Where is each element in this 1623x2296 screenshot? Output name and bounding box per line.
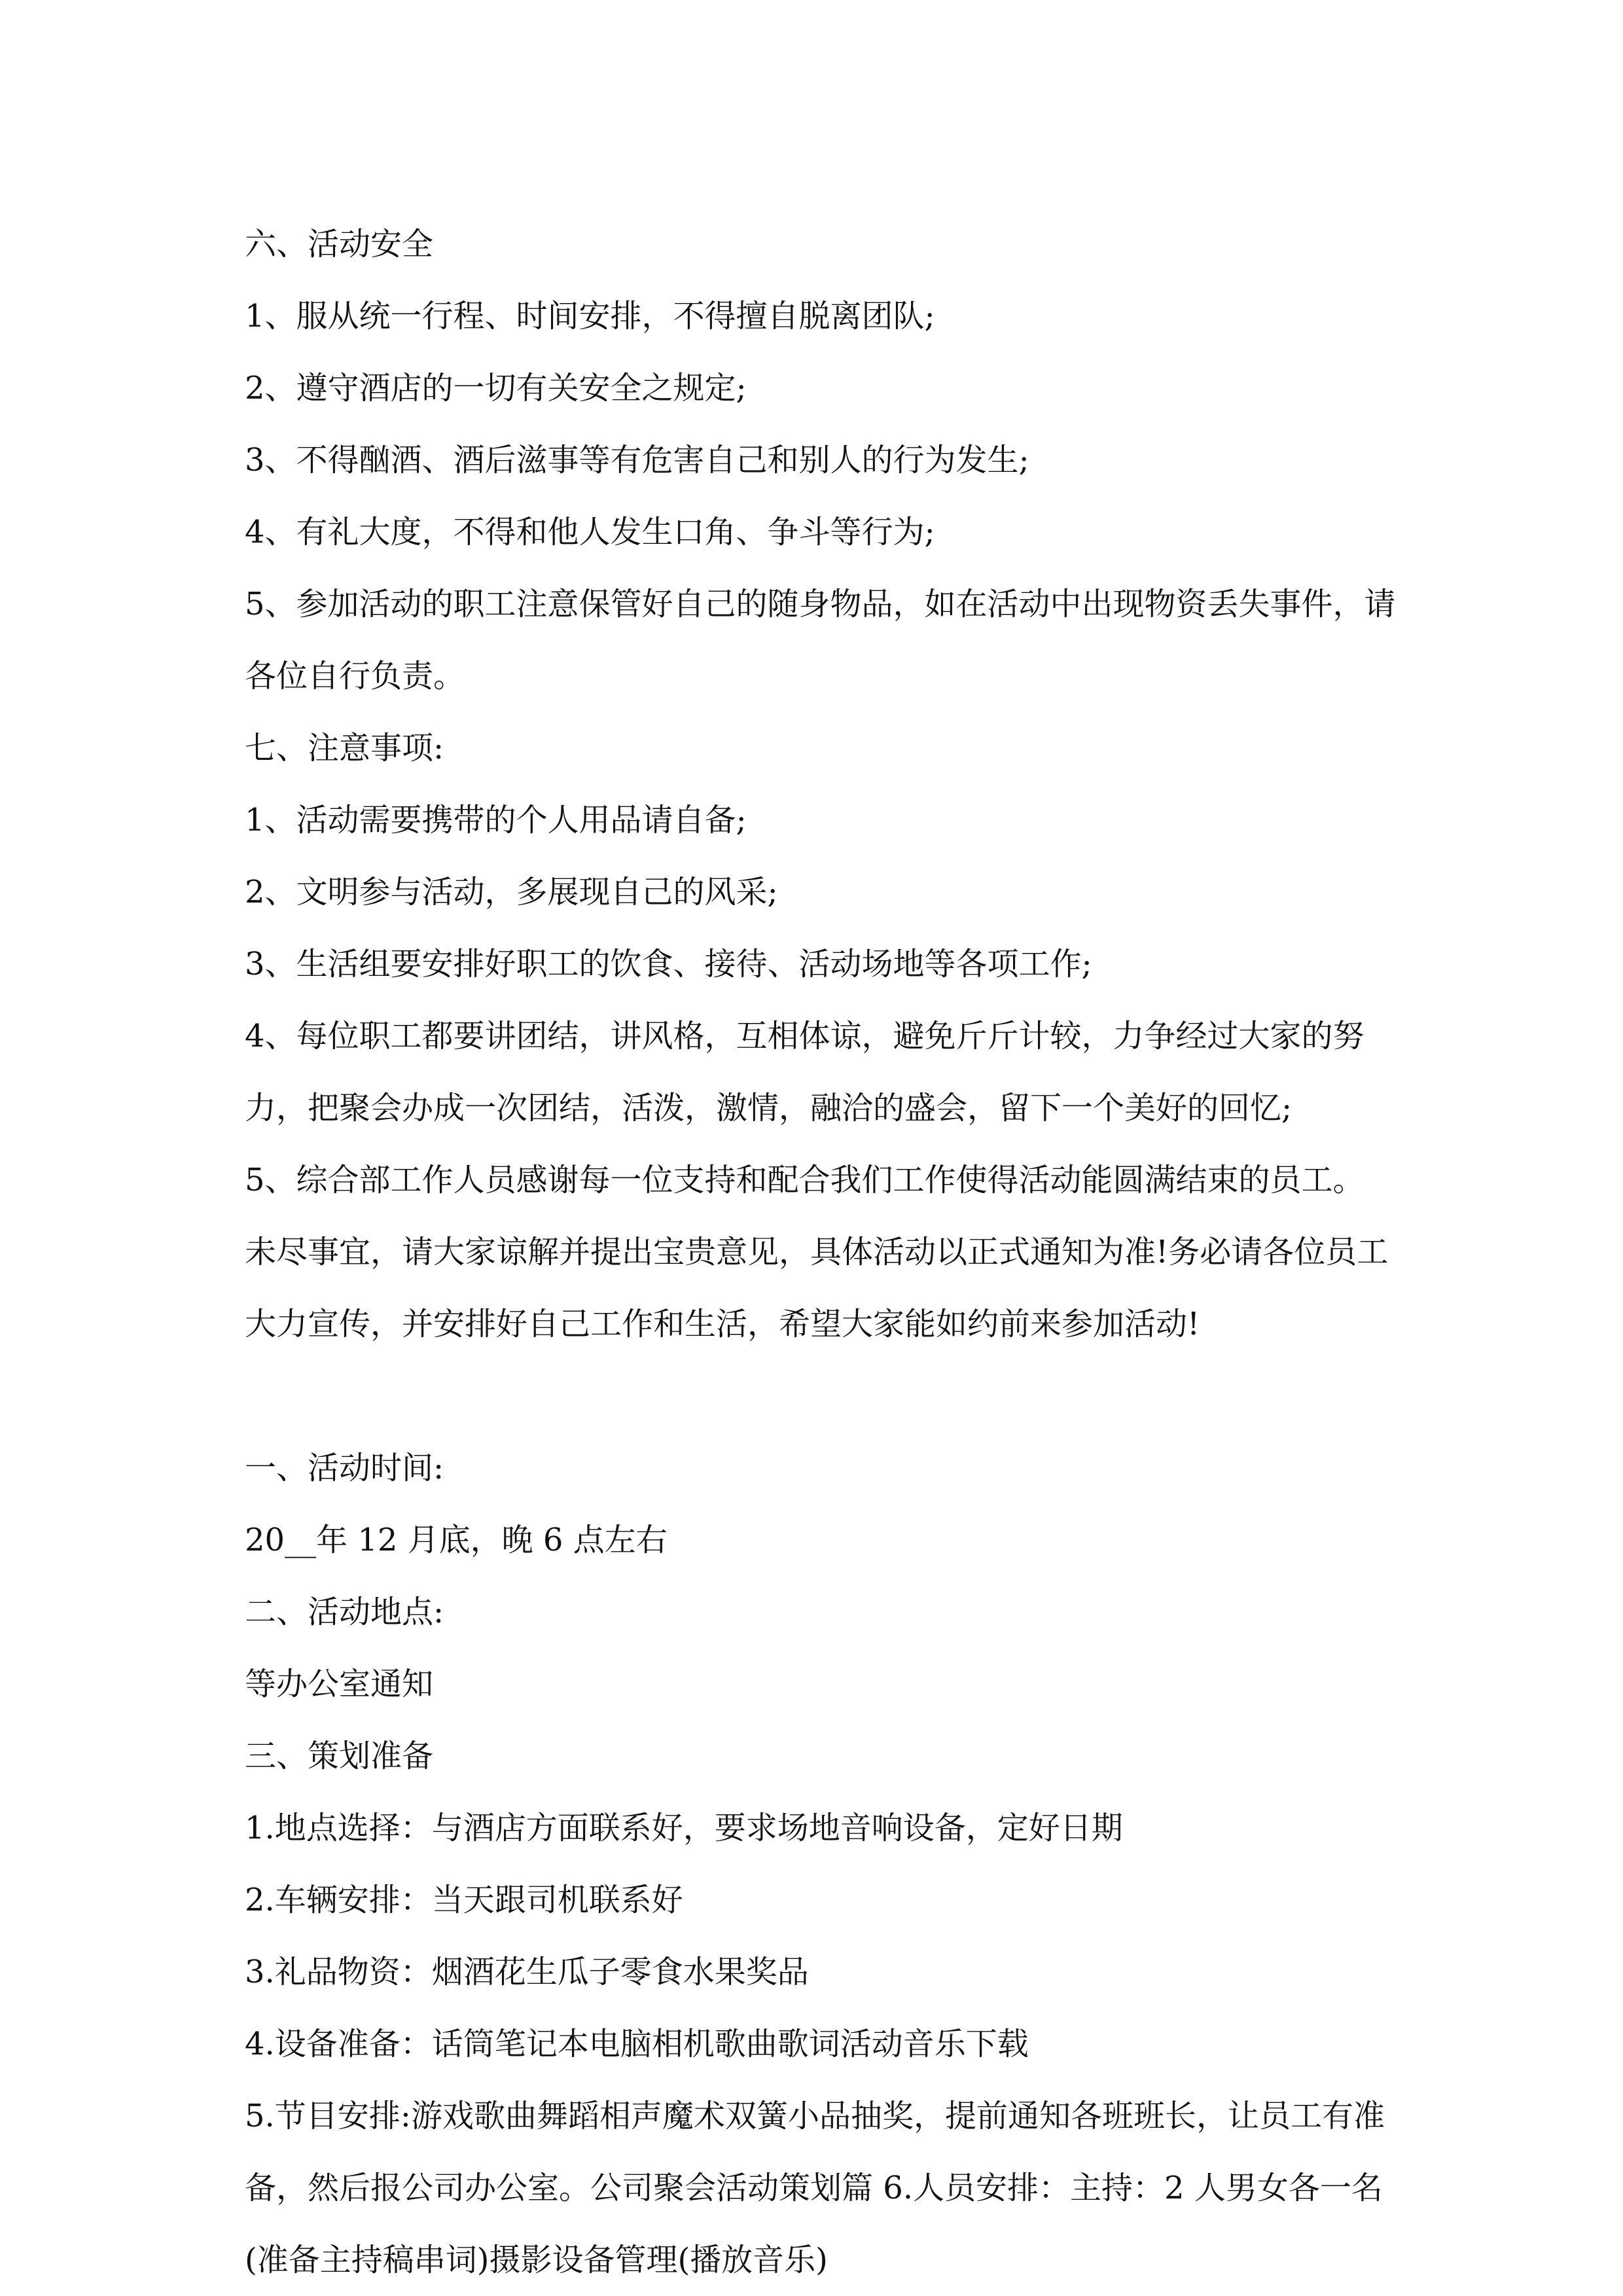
notes-item-1: 1、活动需要携带的个人用品请自备; bbox=[245, 802, 747, 838]
section-spacer bbox=[245, 1360, 1410, 1432]
notes-item-5: 5、综合部工作人员感谢每一位支持和配合我们工作使得活动能圆满结束的员工。 bbox=[245, 1162, 1364, 1198]
section-heading-time: 一、活动时间: bbox=[245, 1450, 444, 1486]
safety-item-1: 1、服从统一行程、时间安排，不得擅自脱离团队; bbox=[245, 298, 935, 334]
safety-item-3: 3、不得酗酒、酒后滋事等有危害自己和别人的行为发生; bbox=[245, 442, 1029, 478]
section-heading-safety: 六、活动安全 bbox=[245, 226, 434, 262]
safety-item-2: 2、遵守酒店的一切有关安全之规定; bbox=[245, 370, 747, 406]
prep-item-4: 4.设备准备：话筒笔记本电脑相机歌曲歌词活动音乐下载 bbox=[245, 2026, 1029, 2062]
safety-item-4: 4、有礼大度，不得和他人发生口角、争斗等行为; bbox=[245, 514, 935, 550]
notes-closing: 未尽事宜，请大家谅解并提出宝贵意见，具体活动以正式通知为准!务必请各位员工大力宣传，并安排好自己工作和生活，希望大家能如约前来参加活动! bbox=[245, 1234, 1389, 1342]
notes-item-4: 4、每位职工都要讲团结，讲风格，互相体谅，避免斤斤计较，力争经过大家的努力，把聚会办成一次团结，活泼，激情，融洽的盛会，留下一个美好的回忆; bbox=[245, 1018, 1364, 1126]
prep-item-1: 1.地点选择：与酒店方面联系好，要求场地音响设备，定好日期 bbox=[245, 1810, 1123, 1846]
section-heading-notes: 七、注意事项: bbox=[245, 730, 444, 766]
prep-item-2: 2.车辆安排：当天跟司机联系好 bbox=[245, 1882, 683, 1918]
notes-item-3: 3、生活组要安排好职工的饮食、接待、活动场地等各项工作; bbox=[245, 946, 1092, 982]
document-body bbox=[245, 208, 1410, 2296]
prep-item-3: 3.礼品物资：烟酒花生瓜子零食水果奖品 bbox=[245, 1954, 809, 1990]
section-heading-prep: 三、策划准备 bbox=[245, 1738, 434, 1774]
prep-item-5: 5.节目安排:游戏歌曲舞蹈相声魔术双簧小品抽奖，提前通知各班班长，让员工有准备，然后报公司办公室。公司聚会活动策划篇 6.人员安排：主持：2 人男女各一名(准备主持稿串词)摄影设备管理(播放音乐) bbox=[245, 2098, 1385, 2278]
time-value: 20__年 12 月底，晚 6 点左右 bbox=[245, 1522, 668, 1558]
place-value: 等办公室通知 bbox=[245, 1666, 434, 1702]
safety-item-5: 5、参加活动的职工注意保管好自己的随身物品，如在活动中出现物资丢失事件，请各位自行负责。 bbox=[245, 586, 1396, 694]
notes-item-2: 2、文明参与活动，多展现自己的风采; bbox=[245, 874, 778, 910]
section-heading-place: 二、活动地点: bbox=[245, 1594, 444, 1630]
